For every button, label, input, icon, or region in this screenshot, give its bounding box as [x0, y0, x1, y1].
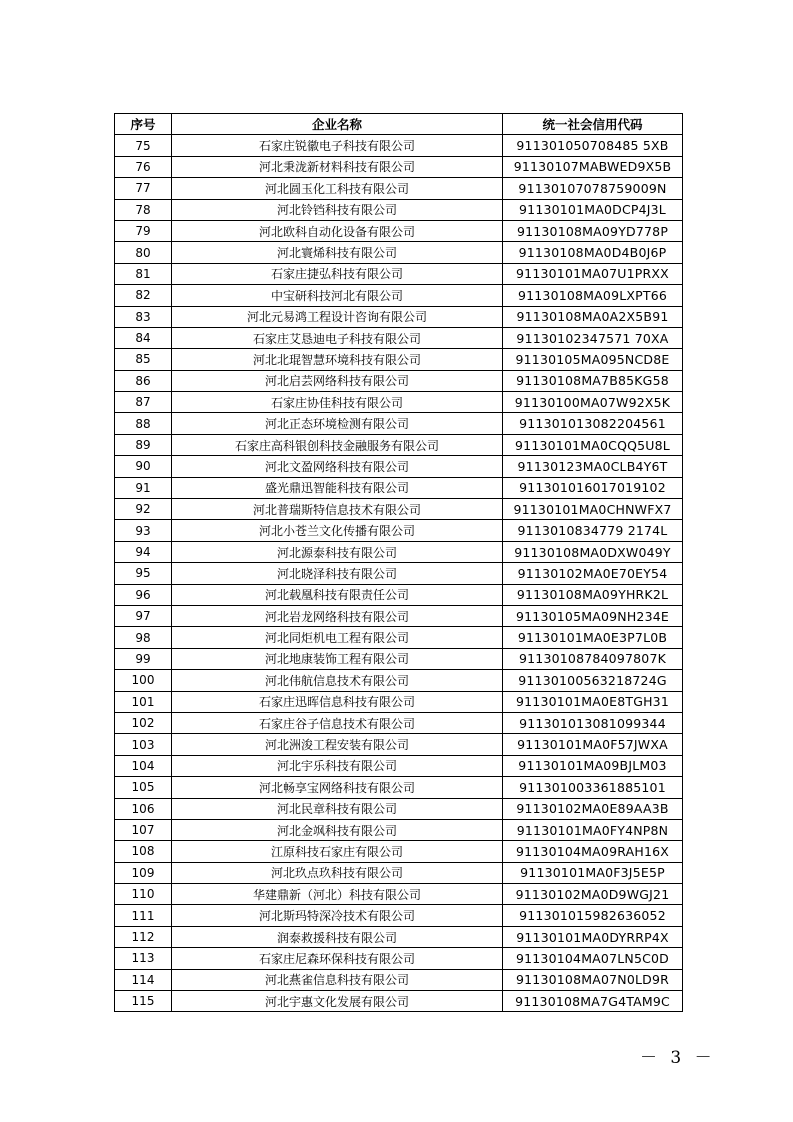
table-row — [115, 969, 683, 990]
row-index: 107 — [115, 819, 172, 840]
table-row — [115, 755, 683, 776]
company-name: 河北燕雀信息科技有限公司 — [172, 969, 503, 990]
table-row — [115, 884, 683, 905]
table-row — [115, 434, 683, 455]
row-index: 96 — [115, 584, 172, 605]
row-index: 106 — [115, 798, 172, 819]
page-number: － 3 － — [640, 1048, 716, 1068]
row-index: 95 — [115, 563, 172, 584]
row-index: 75 — [115, 135, 172, 156]
row-index: 81 — [115, 263, 172, 284]
table-row — [115, 242, 683, 263]
row-index: 103 — [115, 734, 172, 755]
row-index: 112 — [115, 926, 172, 947]
company-name: 河北圆玉化工科技有限公司 — [172, 178, 503, 199]
row-index: 99 — [115, 648, 172, 669]
credit-code: 91130101MA0E8TGH31 — [503, 691, 683, 712]
company-name: 河北岩龙网络科技有限公司 — [172, 605, 503, 626]
credit-code: 91130108784097807K — [503, 648, 683, 669]
table-row — [115, 370, 683, 391]
table-row — [115, 819, 683, 840]
company-name: 石家庄协佳科技有限公司 — [172, 392, 503, 413]
row-index: 85 — [115, 349, 172, 370]
credit-code: 91130107MABWED9X5B — [503, 156, 683, 177]
credit-code: 91130108MA0DXW049Y — [503, 541, 683, 562]
company-name: 河北载凰科技有限责任公司 — [172, 584, 503, 605]
table-row — [115, 627, 683, 648]
company-name: 河北洲浚工程安装有限公司 — [172, 734, 503, 755]
row-index: 104 — [115, 755, 172, 776]
row-index: 76 — [115, 156, 172, 177]
table-row — [115, 413, 683, 434]
company-name: 石家庄锐徽电子科技有限公司 — [172, 135, 503, 156]
company-name: 河北小苍兰文化传播有限公司 — [172, 520, 503, 541]
credit-code: 91130101MA0E3P7L0B — [503, 627, 683, 648]
table-row — [115, 327, 683, 348]
company-name: 江原科技石家庄有限公司 — [172, 841, 503, 862]
company-name: 华建鼎新（河北）科技有限公司 — [172, 884, 503, 905]
credit-code: 91130100MA07W92X5K — [503, 392, 683, 413]
row-index: 94 — [115, 541, 172, 562]
credit-code: 91130108MA7G4TAM9C — [503, 991, 683, 1012]
table-row — [115, 285, 683, 306]
table-row — [115, 691, 683, 712]
table-row — [115, 306, 683, 327]
company-name: 石家庄捷弘科技有限公司 — [172, 263, 503, 284]
company-name: 石家庄谷子信息技术有限公司 — [172, 712, 503, 733]
credit-code: 911301013082204561 — [503, 413, 683, 434]
table-row — [115, 991, 683, 1012]
credit-code: 91130107078759009N — [503, 178, 683, 199]
row-index: 100 — [115, 670, 172, 691]
credit-code: 9113010834779 2174L — [503, 520, 683, 541]
credit-code: 91130105MA09NH234E — [503, 605, 683, 626]
company-name: 河北正态环境检测有限公司 — [172, 413, 503, 434]
row-index: 80 — [115, 242, 172, 263]
credit-code: 911301015982636052 — [503, 905, 683, 926]
table-row — [115, 263, 683, 284]
company-name: 河北普瑞斯特信息技术有限公司 — [172, 499, 503, 520]
row-index: 114 — [115, 969, 172, 990]
table-row — [115, 477, 683, 498]
table-row — [115, 712, 683, 733]
company-name: 河北宇惠文化发展有限公司 — [172, 991, 503, 1012]
row-index: 87 — [115, 392, 172, 413]
table-row — [115, 499, 683, 520]
company-name: 河北晓泽科技有限公司 — [172, 563, 503, 584]
table-row — [115, 798, 683, 819]
credit-code: 91130104MA09RAH16X — [503, 841, 683, 862]
row-index: 109 — [115, 862, 172, 883]
company-name: 河北金飒科技有限公司 — [172, 819, 503, 840]
company-name: 河北同炬机电工程有限公司 — [172, 627, 503, 648]
credit-code: 91130101MA0CQQ5U8L — [503, 434, 683, 455]
row-index: 90 — [115, 456, 172, 477]
company-name: 中宝研科技河北有限公司 — [172, 285, 503, 306]
company-name: 盛光鼎迅智能科技有限公司 — [172, 477, 503, 498]
row-index: 110 — [115, 884, 172, 905]
company-name: 河北欧科自动化设备有限公司 — [172, 220, 503, 241]
company-name: 润泰救援科技有限公司 — [172, 926, 503, 947]
row-index: 113 — [115, 948, 172, 969]
table-row — [115, 220, 683, 241]
credit-code: 91130108MA0D4B0J6P — [503, 242, 683, 263]
table-row — [115, 541, 683, 562]
credit-code: 91130101MA0DCP4J3L — [503, 199, 683, 220]
row-index: 77 — [115, 178, 172, 199]
table-row — [115, 648, 683, 669]
table-row — [115, 456, 683, 477]
row-index: 98 — [115, 627, 172, 648]
credit-code: 91130102MA0E70EY54 — [503, 563, 683, 584]
credit-code: 91130108MA0A2X5B91 — [503, 306, 683, 327]
credit-code: 91130104MA07LN5C0D — [503, 948, 683, 969]
credit-code: 91130108MA09YD778P — [503, 220, 683, 241]
company-name: 河北玖点玖科技有限公司 — [172, 862, 503, 883]
company-name: 河北畅享宝网络科技有限公司 — [172, 777, 503, 798]
column-header-index: 序号 — [115, 114, 172, 135]
credit-code: 911301050708485 5XB — [503, 135, 683, 156]
table-header-row — [115, 114, 683, 135]
table-row — [115, 670, 683, 691]
row-index: 88 — [115, 413, 172, 434]
credit-code: 91130101MA0FY4NP8N — [503, 819, 683, 840]
table-row — [115, 199, 683, 220]
row-index: 82 — [115, 285, 172, 306]
table-row — [115, 948, 683, 969]
company-name: 河北秉泷新材料科技有限公司 — [172, 156, 503, 177]
credit-code: 91130101MA0DYRRP4X — [503, 926, 683, 947]
table-row — [115, 392, 683, 413]
company-name: 河北宇乐科技有限公司 — [172, 755, 503, 776]
table-row — [115, 841, 683, 862]
credit-code: 91130108MA09YHRK2L — [503, 584, 683, 605]
company-name: 河北民章科技有限公司 — [172, 798, 503, 819]
table-row — [115, 156, 683, 177]
credit-code: 91130108MA07N0LD9R — [503, 969, 683, 990]
company-name: 河北斯玛特深冷技术有限公司 — [172, 905, 503, 926]
credit-code: 91130102MA0D9WGJ21 — [503, 884, 683, 905]
row-index: 86 — [115, 370, 172, 391]
company-name: 河北文盈网络科技有限公司 — [172, 456, 503, 477]
company-name: 河北启芸网络科技有限公司 — [172, 370, 503, 391]
row-index: 115 — [115, 991, 172, 1012]
table-row — [115, 563, 683, 584]
company-name: 河北地康装饰工程有限公司 — [172, 648, 503, 669]
table-row — [115, 520, 683, 541]
table-row — [115, 777, 683, 798]
company-name: 河北寰烯科技有限公司 — [172, 242, 503, 263]
company-name: 河北伟航信息技术有限公司 — [172, 670, 503, 691]
company-table — [114, 113, 683, 1012]
company-name: 河北元易鸿工程设计咨询有限公司 — [172, 306, 503, 327]
table-row — [115, 605, 683, 626]
table-row — [115, 905, 683, 926]
table-row — [115, 584, 683, 605]
table-row — [115, 862, 683, 883]
row-index: 78 — [115, 199, 172, 220]
credit-code: 911301013081099344 — [503, 712, 683, 733]
table-row — [115, 349, 683, 370]
row-index: 83 — [115, 306, 172, 327]
credit-code: 91130108MA7B85KG58 — [503, 370, 683, 391]
table-body — [115, 135, 683, 1012]
row-index: 111 — [115, 905, 172, 926]
column-header-company-name: 企业名称 — [172, 114, 503, 135]
row-index: 108 — [115, 841, 172, 862]
company-name: 河北铃铛科技有限公司 — [172, 199, 503, 220]
row-index: 101 — [115, 691, 172, 712]
company-name: 河北源泰科技有限公司 — [172, 541, 503, 562]
row-index: 89 — [115, 434, 172, 455]
company-name: 河北北琨智慧环境科技有限公司 — [172, 349, 503, 370]
credit-code: 91130101MA0CHNWFX7 — [503, 499, 683, 520]
company-name: 石家庄迅晖信息科技有限公司 — [172, 691, 503, 712]
table-row — [115, 178, 683, 199]
company-name: 石家庄艾恳迪电子科技有限公司 — [172, 327, 503, 348]
credit-code: 91130102347571 70XA — [503, 327, 683, 348]
row-index: 84 — [115, 327, 172, 348]
row-index: 91 — [115, 477, 172, 498]
credit-code: 91130101MA07U1PRXX — [503, 263, 683, 284]
row-index: 97 — [115, 605, 172, 626]
credit-code: 91130102MA0E89AA3B — [503, 798, 683, 819]
credit-code: 911301016017019102 — [503, 477, 683, 498]
credit-code: 911301003361885101 — [503, 777, 683, 798]
table-row — [115, 734, 683, 755]
row-index: 79 — [115, 220, 172, 241]
credit-code: 91130101MA0F3J5E5P — [503, 862, 683, 883]
credit-code: 91130101MA0F57JWXA — [503, 734, 683, 755]
credit-code: 91130105MA095NCD8E — [503, 349, 683, 370]
credit-code: 91130100563218724G — [503, 670, 683, 691]
company-name: 石家庄高科银创科技金融服务有限公司 — [172, 434, 503, 455]
credit-code: 91130108MA09LXPT66 — [503, 285, 683, 306]
row-index: 105 — [115, 777, 172, 798]
row-index: 102 — [115, 712, 172, 733]
table-row — [115, 135, 683, 156]
credit-code: 91130123MA0CLB4Y6T — [503, 456, 683, 477]
table-row — [115, 926, 683, 947]
column-header-credit-code: 统一社会信用代码 — [503, 114, 683, 135]
company-name: 石家庄尼森环保科技有限公司 — [172, 948, 503, 969]
row-index: 92 — [115, 499, 172, 520]
credit-code: 91130101MA09BJLM03 — [503, 755, 683, 776]
row-index: 93 — [115, 520, 172, 541]
